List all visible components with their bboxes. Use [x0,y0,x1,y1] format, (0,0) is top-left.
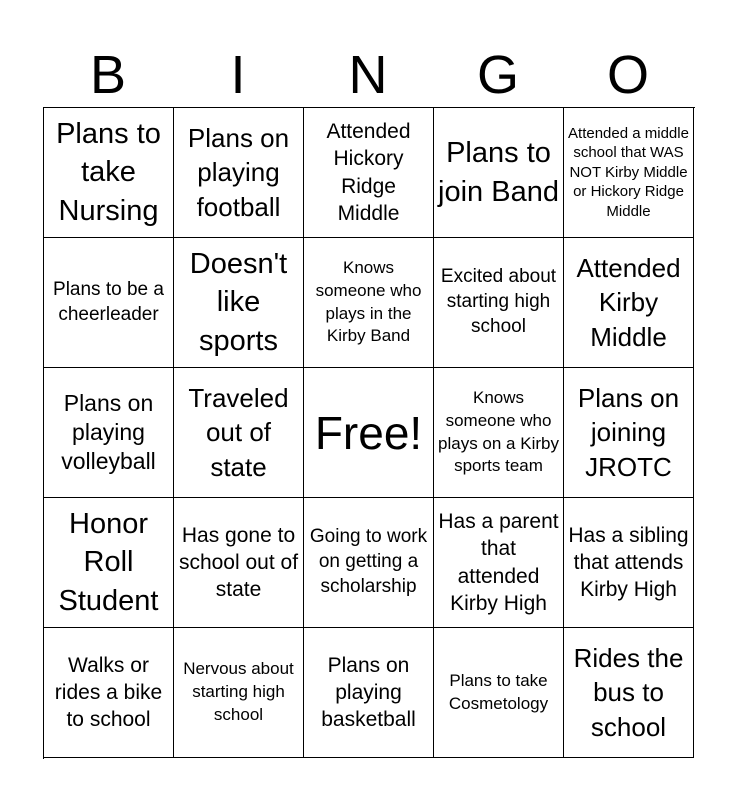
header-letter-b: B [89,45,127,105]
bingo-cell[interactable] [434,628,564,758]
bingo-cell[interactable] [564,628,694,758]
bingo-cell[interactable] [174,628,304,758]
bingo-cell[interactable] [174,368,304,498]
bingo-cell[interactable] [564,108,694,238]
cell-text: Has a parent that attended Kirby High [438,509,559,615]
cell-text: Plans on playing basketball [321,653,416,732]
bingo-cell[interactable] [564,238,694,368]
bingo-cell[interactable] [174,108,304,238]
cell-text: Going to work on getting a scholarship [309,526,428,597]
cell-text: Knows someone who plays in the Kirby Band [315,257,422,346]
cell-text: Walks or rides a bike to school [54,653,163,732]
cell-text: Traveled out of state [188,383,289,482]
bingo-cell[interactable] [304,498,434,628]
bingo-cell[interactable] [434,498,564,628]
cell-text: Plans to take Cosmetology [448,670,549,713]
bingo-cell[interactable] [564,368,694,498]
bingo-grid [43,107,695,759]
bingo-cell[interactable] [434,368,564,498]
bingo-cell[interactable] [44,238,174,368]
cell-text: Nervous about starting high school [183,659,294,724]
cell-text: Knows someone who plays on a Kirby sports team [438,387,559,476]
header-letter-i: I [230,45,246,105]
bingo-cell[interactable] [44,498,174,628]
bingo-cell[interactable] [434,238,564,368]
cell-text: Plans to take Nursing [56,117,161,227]
bingo-cell[interactable] [44,368,174,498]
bingo-cell[interactable] [304,108,434,238]
cell-text: Attended Hickory Ridge Middle [326,119,411,225]
free-space-label: Free! [314,406,423,459]
bingo-cell[interactable] [304,238,434,368]
bingo-header [43,44,693,106]
cell-text: Attended a middle school that WAS NOT Kirby Middle or Hickory Ridge Middle [568,124,689,220]
bingo-cell[interactable] [304,628,434,758]
bingo-cell[interactable] [434,108,564,238]
header-letter-g: G [476,45,519,105]
cell-text: Plans on playing football [187,123,290,222]
cell-text: Attended Kirby Middle [576,253,681,352]
free-space[interactable] [304,368,434,498]
cell-text: Rides the bus to school [573,643,684,742]
bingo-cell[interactable] [44,108,174,238]
cell-text: Honor Roll Student [58,507,159,617]
cell-text: Excited about starting high school [440,266,557,337]
cell-text: Plans on joining JROTC [577,383,680,482]
bingo-cell[interactable] [174,238,304,368]
header-letter-o: O [606,45,649,105]
cell-text: Plans on playing volleyball [61,390,156,474]
bingo-cell[interactable] [44,628,174,758]
cell-text: Plans to be a cheerleader [53,278,164,325]
bingo-cell[interactable] [564,498,694,628]
cell-text: Plans to join Band [438,136,559,208]
cell-text: Has gone to school out of state [178,523,299,602]
cell-text: Has a sibling that attends Kirby High [568,523,689,602]
header-letter-n: N [348,45,388,105]
bingo-cell[interactable] [174,498,304,628]
cell-text: Doesn't like sports [189,247,288,357]
